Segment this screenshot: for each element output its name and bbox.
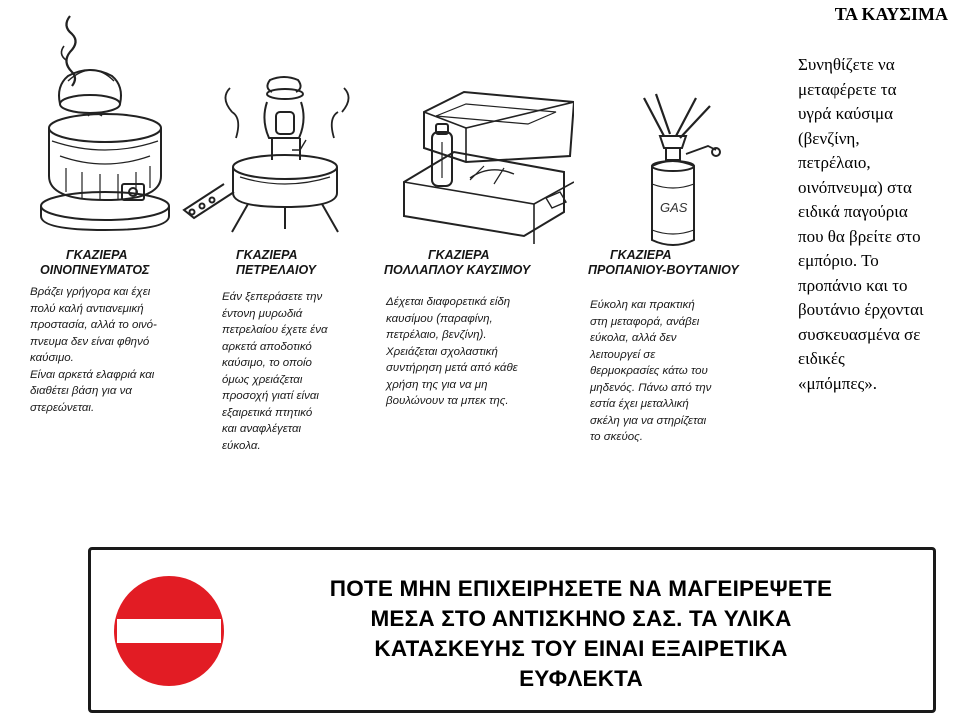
multifuel-stove-icon xyxy=(384,82,574,244)
warning-message: ΠΟΤΕ ΜΗΝ ΕΠΙΧΕΙΡΗΣΕΤΕ ΝΑ ΜΑΓΕΙΡΕΨΕΤΕ ΜΕΣΑ ΣΤΟ ΑΝΤΙΣΚΗΝΟ ΣΑΣ. ΤΑ ΥΛΙΚΑ ΚΑΤΑΣΚΕΥΗΣ ΤΟΥ ΕΙΝΑΙ ΕΞΑΙΡΕΤΙΚΑ ΕΥΦΛΕΚΤΑ xyxy=(329,576,833,691)
alcohol-stove-icon xyxy=(30,6,180,238)
fuels-paragraph: Συνηθίζετε να μεταφέρετε τα υγρά καύσιμα (βενζίνη, πετρέλαιο, οινόπνευμα) στα ειδικά παγούρια που θα βρείτε στο εμπόριο. Το προπάνιο και το βουτάνιο έρχονται συσκευασμένα σε ειδικές «μπόμπες». xyxy=(798,55,924,393)
page-title: ΤΑ ΚΑΥΣΙΜΑ xyxy=(834,4,948,24)
stove-description-multifuel: Δέχεται διαφορετικά είδη καυσίμου (παραφίνη, πετρέλαιο, βενζίνη). Χρειάζεται σχολαστική συντήρηση μετά από κάθε χρήση της για να μη βουλώνουν τα μπεκ της. xyxy=(386,296,518,407)
canister-label: GAS xyxy=(660,200,688,215)
stove-description-kerosene: Εάν ξεπεράσετε την έντονη μυρωδιά πετρελαίου έχετε ένα αρκετά αποδοτικό καύσιμο, το οποίο όμως χρειάζεται προσοχή γιατί είναι εξαιρετικά πτητικό και αναφλέγεται εύκολα. xyxy=(222,291,328,452)
stove-title-multifuel: ΓΚΑΖΙΕΡΑ ΠΟΛΛΑΠΛΟΥ ΚΑΥΣΙΜΟΥ xyxy=(384,248,531,277)
no-entry-sign-icon xyxy=(111,573,227,689)
stove-description-gas: Εύκολη και πρακτική στη μεταφορά, ανάβει εύκολα, αλλά δεν λειτουργεί σε θερμοκρασίες κάτω του μηδενός. Πάνω από την εστία έχει μεταλλική σκέλη για να στηρίζεται το σκεύος. xyxy=(590,299,712,443)
stove-title-alcohol: ΓΚΑΖΙΕΡΑ ΟΙΝΟΠΝΕΥΜΑΤΟΣ xyxy=(40,248,150,277)
fuels-side-panel xyxy=(790,0,960,470)
stove-description-alcohol: Βράζει γρήγορα και έχει πολύ καλή αντιανεμική προστασία, αλλά το οινό- πνευμα δεν είναι φθηνό καύσιμο. Είναι αρκετά ελαφριά και διαθέτει βάση για να στερεώνεται. xyxy=(30,286,157,414)
kerosene-stove-icon xyxy=(172,72,352,242)
warning-box xyxy=(88,547,936,713)
gas-canister-stove-icon xyxy=(630,92,730,248)
stove-title-gas: ΓΚΑΖΙΕΡΑ ΠΡΟΠΑΝΙΟΥ-ΒΟΥΤΑΝΙΟΥ xyxy=(588,248,739,277)
stove-title-kerosene: ΓΚΑΖΙΕΡΑ ΠΕΤΡΕΛΑΙΟΥ xyxy=(236,248,317,277)
